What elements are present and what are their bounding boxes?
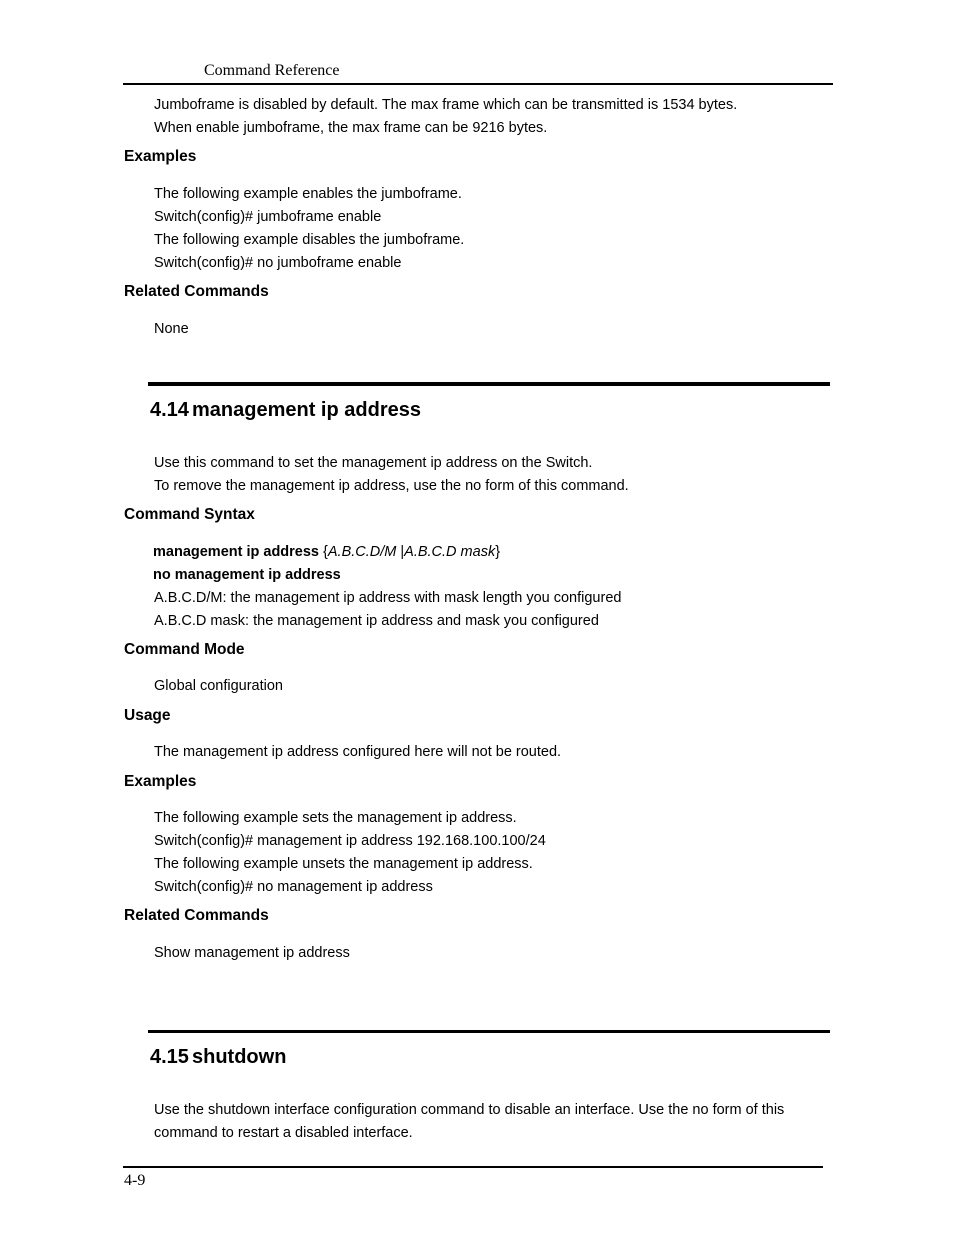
s414-desc-line-2: To remove the management ip address, use the no form of this command. — [154, 478, 629, 494]
s414-usage-heading: Usage — [124, 707, 171, 724]
s414-desc-line-1: Use this command to set the management ip address on the Switch. — [154, 455, 593, 471]
jumbo-examples-heading: Examples — [124, 148, 197, 165]
s414-example-line: The following example sets the management ip address. — [154, 810, 517, 826]
s415-desc-line-1: Use the shutdown interface configuration command to disable an interface. Use the no form of this — [154, 1102, 785, 1118]
section-number: 4.14 — [150, 399, 189, 421]
s414-param-line: A.B.C.D/M: the management ip address with mask length you configured — [154, 590, 622, 606]
section-name: shutdown — [192, 1046, 287, 1068]
s414-mode-heading: Command Mode — [124, 641, 245, 658]
jumbo-related-value: None — [154, 321, 189, 337]
section-title-4-15 — [150, 1046, 286, 1069]
s415-desc-line-2: command to restart a disabled interface. — [154, 1125, 413, 1141]
header-rule — [123, 83, 833, 85]
syntax-brace-close: } — [495, 544, 501, 560]
section-title-4-14 — [150, 399, 421, 422]
s414-example-line: Switch(config)# management ip address 192.168.100.100/24 — [154, 833, 546, 849]
syntax-brace-open: { — [319, 544, 328, 560]
section-name: management ip address — [192, 399, 421, 421]
jumbo-example-line: The following example disables the jumboframe. — [154, 232, 465, 248]
s414-related-value: Show management ip address — [154, 945, 350, 961]
jumbo-example-line: The following example enables the jumboframe. — [154, 186, 462, 202]
s414-example-line: The following example unsets the management ip address. — [154, 856, 533, 872]
s414-example-line: Switch(config)# no management ip address — [154, 879, 433, 895]
jumbo-related-heading: Related Commands — [124, 283, 269, 300]
jumbo-example-line: Switch(config)# no jumboframe enable — [154, 255, 402, 271]
syntax-arg: A.B.C.D mask — [404, 544, 496, 560]
s414-mode-value: Global configuration — [154, 678, 283, 694]
s414-syntax-line — [153, 544, 500, 560]
intro-line-2: When enable jumboframe, the max frame can be 9216 bytes. — [154, 120, 548, 136]
s414-syntax-no-form: no management ip address — [153, 567, 341, 583]
section-rule-4-14 — [148, 382, 830, 386]
syntax-separator: | — [396, 544, 405, 560]
section-rule-4-15 — [148, 1030, 830, 1033]
intro-line-1: Jumboframe is disabled by default. The max frame which can be transmitted is 1534 bytes. — [154, 97, 738, 113]
s414-examples-heading: Examples — [124, 773, 197, 790]
syntax-arg: A.B.C.D/M — [327, 544, 397, 560]
section-number: 4.15 — [150, 1046, 189, 1068]
s414-param-line: A.B.C.D mask: the management ip address and mask you configured — [154, 613, 599, 629]
jumbo-example-line: Switch(config)# jumboframe enable — [154, 209, 382, 225]
s414-related-heading: Related Commands — [124, 907, 269, 924]
s414-usage-text: The management ip address configured here will not be routed. — [154, 744, 562, 760]
running-header: Command Reference — [204, 62, 340, 79]
syntax-command: management ip address — [153, 544, 319, 560]
page-number: 4-9 — [124, 1172, 146, 1189]
s414-syntax-heading: Command Syntax — [124, 506, 255, 523]
footer-rule — [123, 1166, 823, 1168]
